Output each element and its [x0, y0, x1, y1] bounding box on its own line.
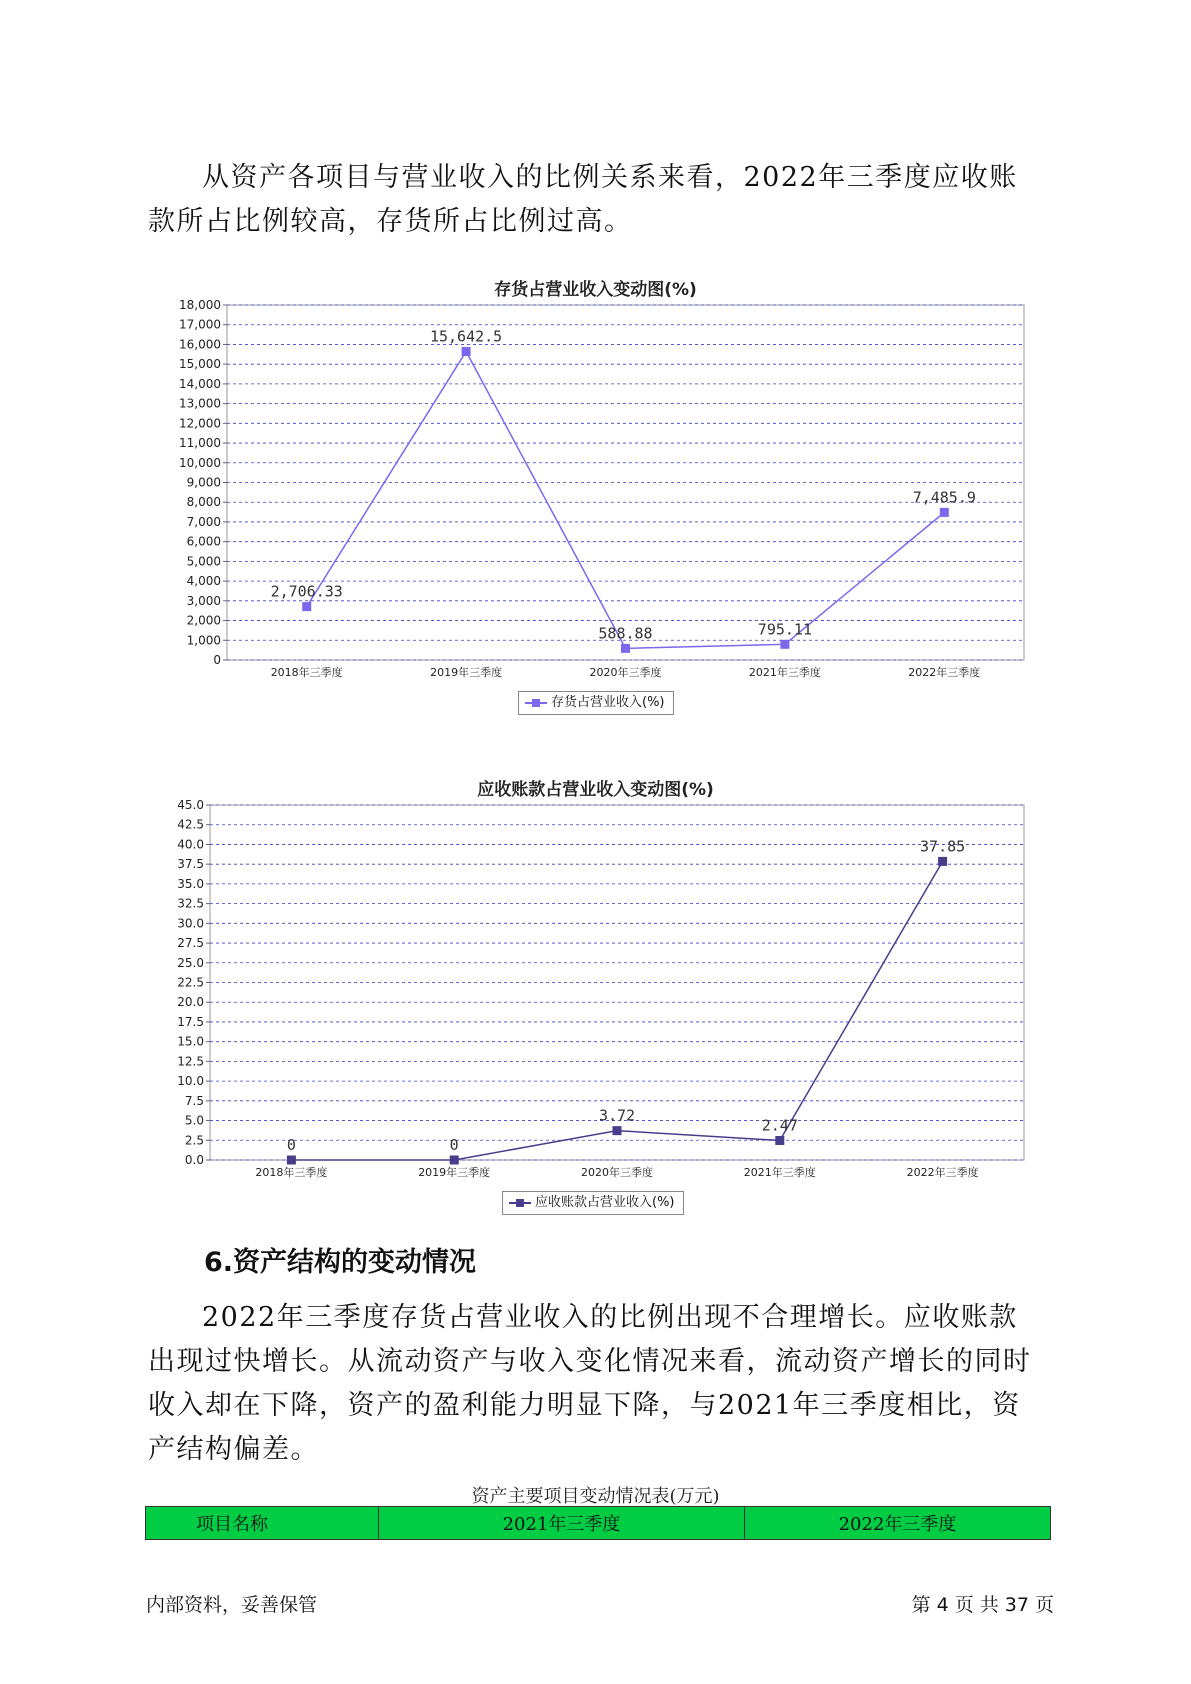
- footer-left: 内部资料，妥善保管: [146, 1594, 318, 1616]
- y-tick-label: 13,000: [179, 396, 221, 411]
- table-header-cell: 2021年三季度: [379, 1507, 745, 1540]
- y-tick-label: 2.5: [184, 1133, 204, 1148]
- section-heading: 6.资产结构的变动情况: [204, 1247, 477, 1278]
- receivables-chart-legend: [502, 1191, 684, 1215]
- data-label: 795.11: [757, 620, 812, 639]
- y-tick-label: 14,000: [179, 376, 221, 391]
- data-label: 0: [286, 1136, 296, 1154]
- y-tick-label: 11,000: [179, 436, 221, 451]
- y-tick-label: 9,000: [186, 475, 221, 490]
- y-tick-label: 10.0: [177, 1074, 204, 1089]
- y-tick-label: 27.5: [177, 936, 204, 951]
- y-tick-label: 5.0: [184, 1113, 204, 1128]
- y-tick-label: 37.5: [177, 857, 204, 872]
- x-tick-label: 2022年三季度: [908, 666, 981, 679]
- data-label: 2.47: [761, 1116, 798, 1135]
- table-caption: 资产主要项目变动情况表(万元): [471, 1486, 720, 1507]
- data-label: 15,642.5: [429, 327, 503, 346]
- table-header-cell: 2022年三季度: [745, 1507, 1051, 1540]
- y-tick-label: 16,000: [179, 337, 221, 352]
- y-tick-label: 25.0: [177, 955, 204, 970]
- legend-label: 存货占营业收入(%): [551, 695, 665, 710]
- y-tick-label: 12.5: [177, 1054, 204, 1069]
- x-tick-label: 2018年三季度: [255, 1166, 328, 1179]
- y-tick-label: 7.5: [184, 1093, 204, 1108]
- data-point: [775, 1136, 784, 1145]
- data-label: 588.88: [598, 624, 653, 643]
- x-tick-label: 2019年三季度: [418, 1166, 491, 1179]
- data-point: [287, 1156, 296, 1165]
- x-tick-label: 2021年三季度: [743, 1166, 816, 1179]
- data-point: [613, 1126, 622, 1135]
- legend-label: 应收账款占营业收入(%): [535, 1195, 675, 1210]
- y-tick-label: 35.0: [177, 876, 204, 891]
- x-tick-label: 2020年三季度: [589, 666, 662, 679]
- y-tick-label: 15.0: [177, 1034, 204, 1049]
- y-tick-label: 20.0: [177, 995, 204, 1010]
- y-tick-label: 0.0: [184, 1153, 204, 1167]
- data-label: 7,485.9: [912, 488, 976, 507]
- receivables-chart-title: 应收账款占营业收入变动图(%): [477, 780, 714, 800]
- y-tick-label: 30.0: [177, 916, 204, 931]
- y-tick-label: 45.0: [177, 798, 204, 812]
- data-label: 2,706.33: [270, 582, 343, 601]
- y-tick-label: 17.5: [177, 1014, 204, 1029]
- y-tick-label: 8,000: [186, 495, 221, 510]
- y-tick-label: 12,000: [179, 416, 221, 431]
- data-label: 0: [449, 1136, 459, 1154]
- y-tick-label: 0: [213, 653, 221, 667]
- intro-paragraph-text: 从资产各项目与营业收入的比例关系来看，2022年三季度应收账款所占比例较高，存货所占比例过高。: [148, 162, 1018, 237]
- analysis-paragraph-text: 2022年三季度存货占营业收入的比例出现不合理增长。应收账款出现过快增长。从流动资产与收入变化情况来看，流动资产增长的同时收入却在下降，资产的盈利能力明显下降，与2021年三季度相比，资产结构偏差。: [148, 1302, 1032, 1465]
- legend-swatch-icon: [509, 1198, 531, 1208]
- footer-page-number: 第 4 页 共 37 页: [911, 1594, 1054, 1616]
- y-tick-label: 4,000: [186, 574, 221, 589]
- y-tick-label: 3,000: [186, 593, 221, 608]
- y-tick-label: 22.5: [177, 975, 204, 990]
- x-tick-label: 2021年三季度: [748, 666, 821, 679]
- y-tick-label: 5,000: [186, 554, 221, 569]
- assets-table: [145, 1506, 1051, 1540]
- inventory-chart-title: 存货占营业收入变动图(%): [494, 280, 697, 300]
- y-tick-label: 7,000: [186, 514, 221, 529]
- x-tick-label: 2022年三季度: [906, 1166, 979, 1179]
- y-tick-label: 32.5: [177, 896, 204, 911]
- y-tick-label: 6,000: [186, 534, 221, 549]
- data-label: 37.85: [920, 837, 966, 856]
- data-point: [938, 857, 947, 866]
- y-tick-label: 40.0: [177, 837, 204, 852]
- x-tick-label: 2020年三季度: [581, 1166, 653, 1179]
- analysis-paragraph: [148, 1296, 1046, 1472]
- data-label: 3.72: [598, 1106, 636, 1125]
- y-tick-label: 1,000: [186, 633, 221, 648]
- x-tick-label: 2019年三季度: [430, 666, 503, 679]
- y-tick-label: 10,000: [179, 455, 221, 470]
- table-header-cell: 项目名称: [146, 1507, 379, 1540]
- y-tick-label: 2,000: [186, 613, 221, 628]
- y-tick-label: 17,000: [179, 317, 221, 332]
- y-tick-label: 18,000: [179, 298, 221, 312]
- table-header-row: [146, 1507, 1051, 1540]
- y-tick-label: 42.5: [177, 817, 204, 832]
- data-point: [450, 1156, 459, 1165]
- y-tick-label: 15,000: [179, 357, 221, 372]
- x-tick-label: 2018年三季度: [270, 666, 343, 679]
